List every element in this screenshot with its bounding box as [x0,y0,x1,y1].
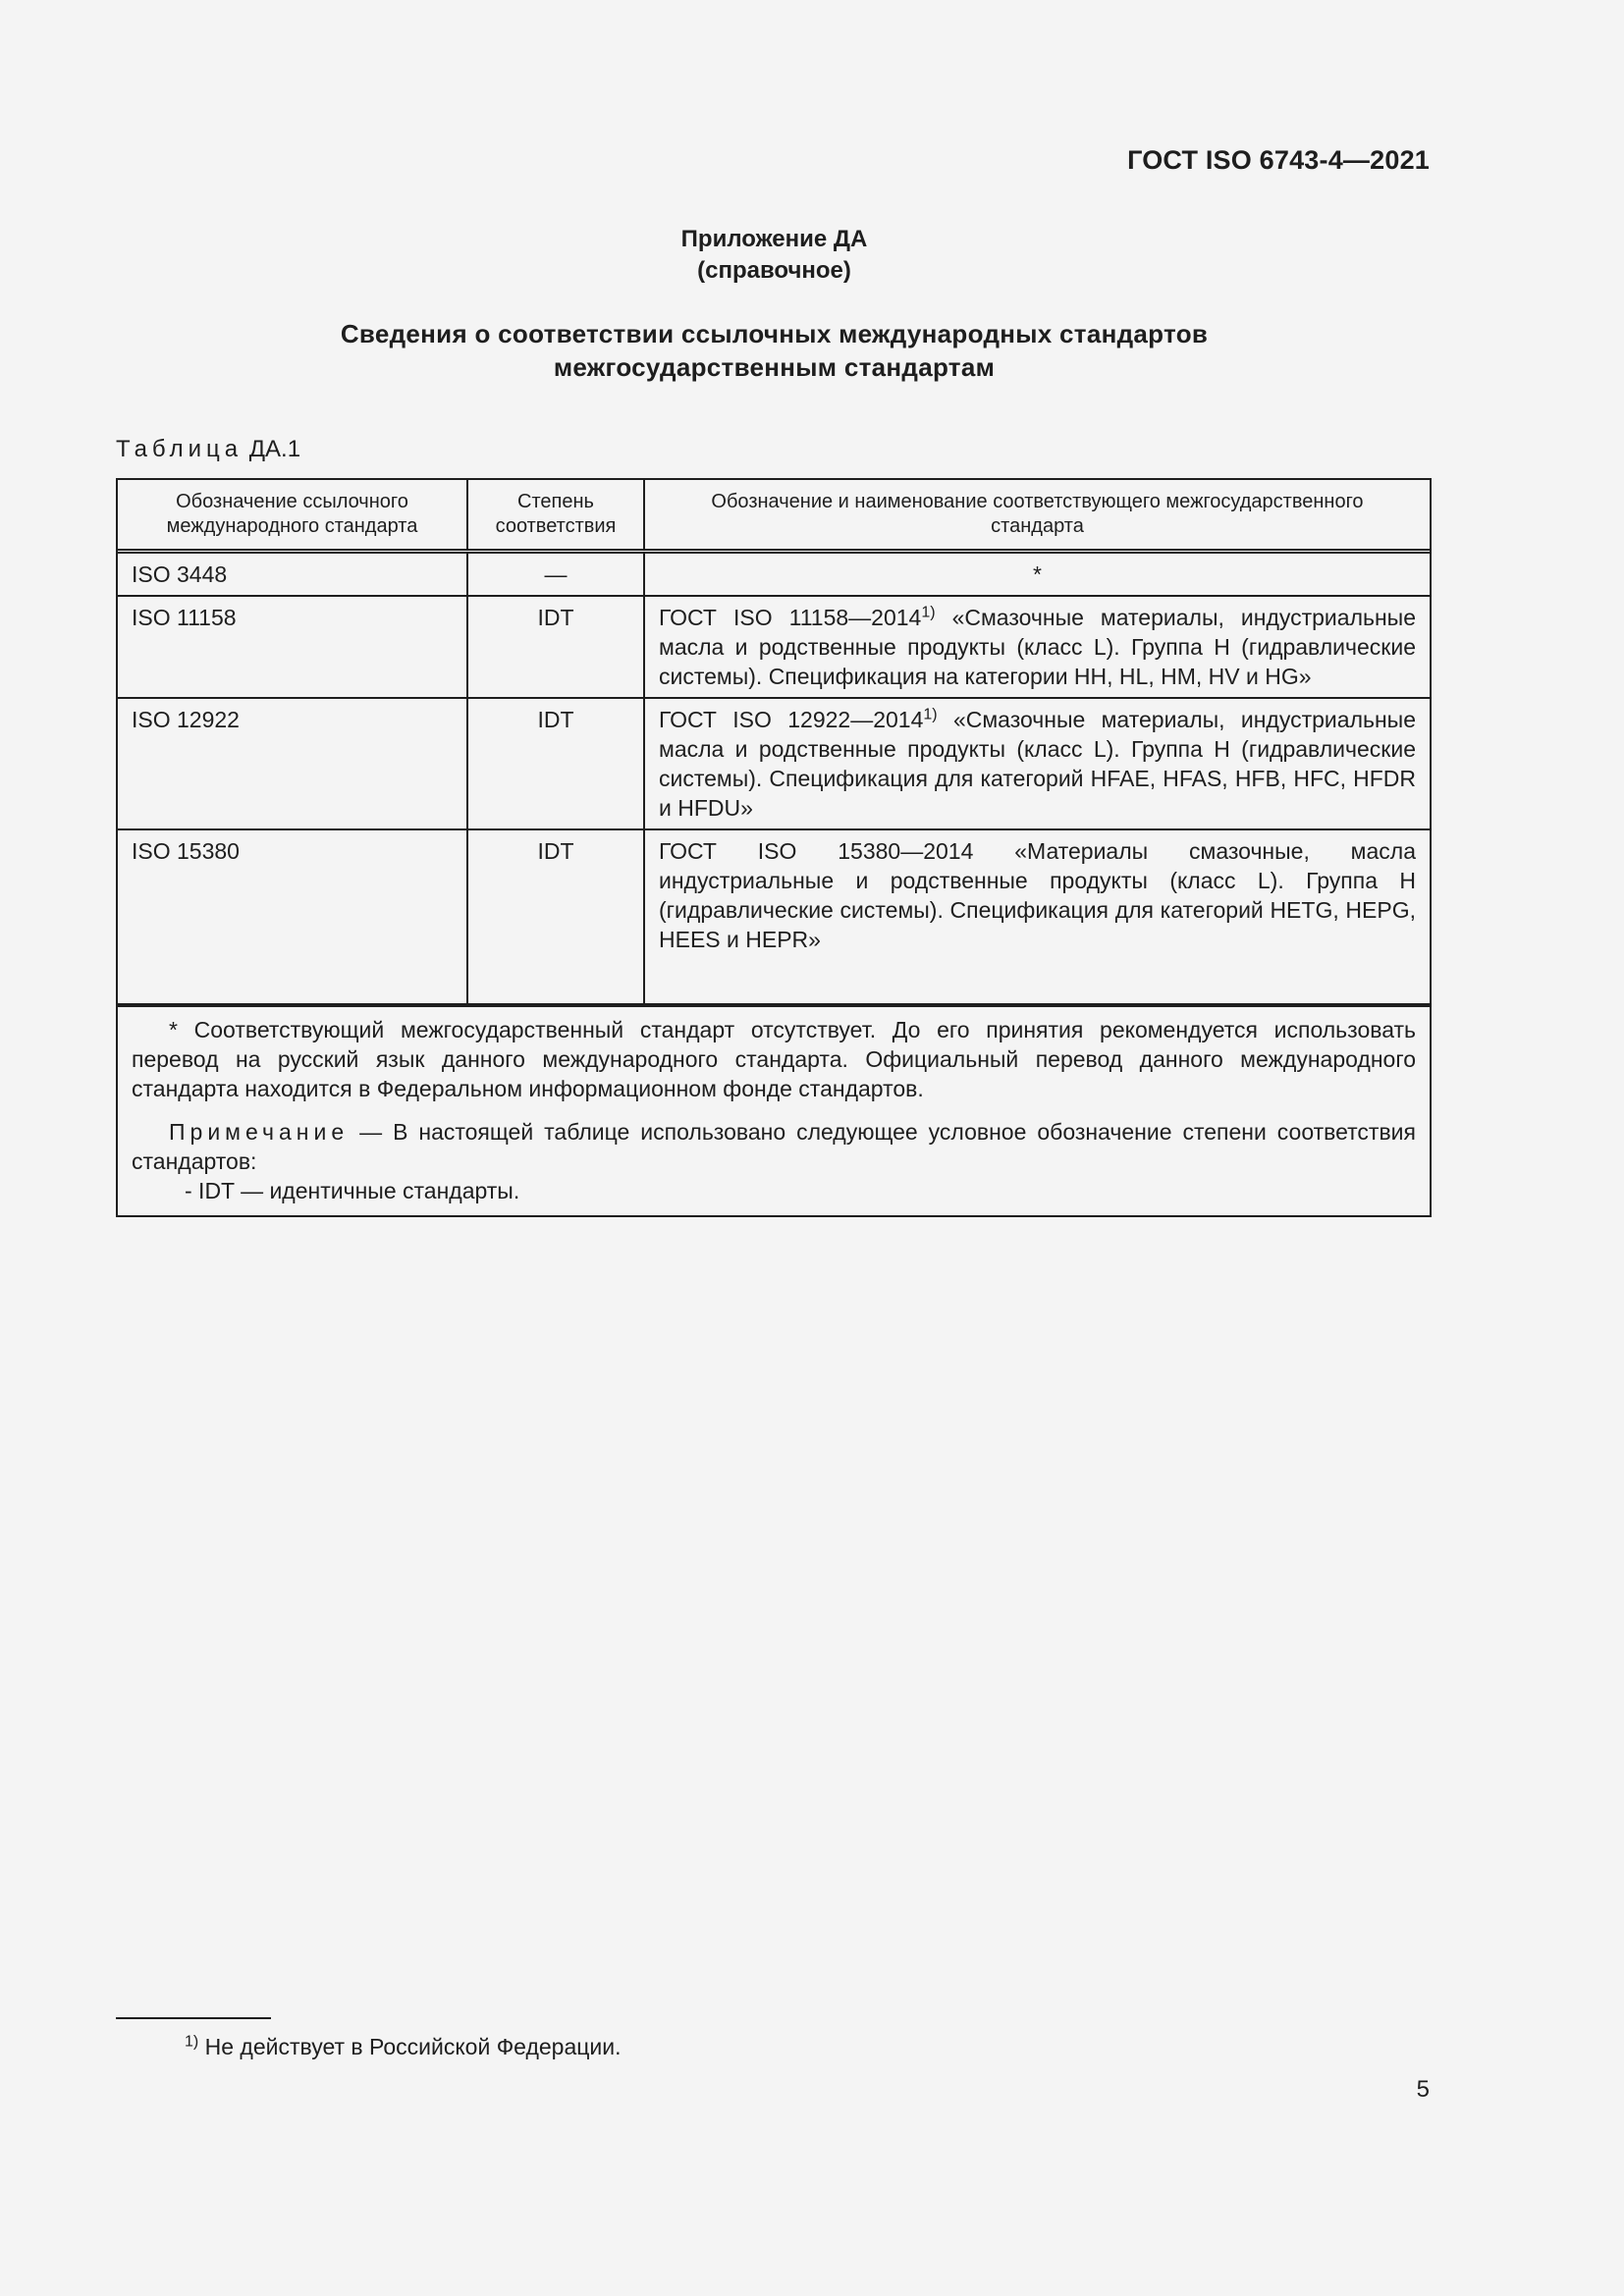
footnote-text: Не действует в Российской Федерации. [198,2034,622,2059]
table-row [118,552,1430,597]
appendix-kind: (справочное) [697,257,851,284]
footnote-mark: 1) [185,2033,199,2051]
note-paragraph [132,1117,1416,1176]
table-row [118,596,1430,698]
cell-gost-standard: ГОСТ ISO 12922—2014$^{1)}$ «Смазочные материалы, индустриальные масла и родственные продукты (класс L). Группа Н (гидравлические системы). Спецификация для категорий HFAE, HFAS, HFB, HFC, HFDR и HFDU» [644,698,1430,829]
cell-gost-standard: * [644,552,1430,597]
note-label: Примечание [169,1119,350,1145]
footnote-ref: 1) [921,604,936,621]
note-text: — В настоящей таблице использовано следующее условное обозначение степени соответствия стандартов: [132,1119,1416,1174]
cell-degree: IDT [467,596,644,698]
header-degree: Степень соответствия [467,480,644,552]
page-number: 5 [1416,2076,1430,2103]
table-header-row [118,480,1430,552]
cell-intl-standard: ISO 12922 [118,698,467,829]
document-code: ГОСТ ISO 6743-4—2021 [1127,145,1430,175]
section-title-line1: Сведения о соответствии ссылочных международных стандартов [340,319,1209,348]
table-row [118,829,1430,1004]
cell-intl-standard: ISO 15380 [118,829,467,1004]
cell-gost-standard: ГОСТ ISO 11158—2014$^{1)}$ «Смазочные материалы, индустриальные масла и родственные продукты (класс L). Группа Н (гидравлические системы). Спецификация на категории НН, HL, НМ, HV и HG» [644,596,1430,698]
note-item: - IDT — идентичные стандарты. [185,1178,520,1203]
table-caption-word: Таблица [116,436,244,462]
section-title-line2: межгосударственным стандартам [553,352,996,382]
table-caption-number: ДА.1 [248,436,301,462]
cell-intl-standard: ISO 11158 [118,596,467,698]
header-gost-standard: Обозначение и наименование соответствующего межгосударственного стандарта [644,480,1430,552]
appendix-title: Приложение ДА [680,226,868,252]
footnote [185,2032,622,2061]
note-star: * Соответствующий межгосударственный стандарт отсутствует. До его принятия рекомендуется использовать перевод на русский язык данного международного стандарта. Официальный перевод данного международного стандарта находится в Федеральном информационном фонде стандартов. [132,1017,1416,1101]
header-intl-standard: Обозначение ссылочного международного стандарта [118,480,467,552]
footnote-divider [116,2017,271,2019]
cell-gost-standard: ГОСТ ISO 15380—2014 «Материалы смазочные, масла индустриальные и родственные продукты (класс L). Группа Н (гидравлические системы). Спецификация для категорий HETG, HEPG, HEES и HEPR» [644,829,1430,1004]
cell-degree: IDT [467,698,644,829]
cell-degree: IDT [467,829,644,1004]
standards-table-grid [118,480,1430,1005]
cell-degree: — [467,552,644,597]
table-caption [116,435,300,464]
standards-table [116,478,1432,1217]
cell-intl-standard: ISO 3448 [118,552,467,597]
table-notes [118,1005,1430,1215]
footnote-ref: 1) [923,706,938,723]
table-row [118,698,1430,829]
